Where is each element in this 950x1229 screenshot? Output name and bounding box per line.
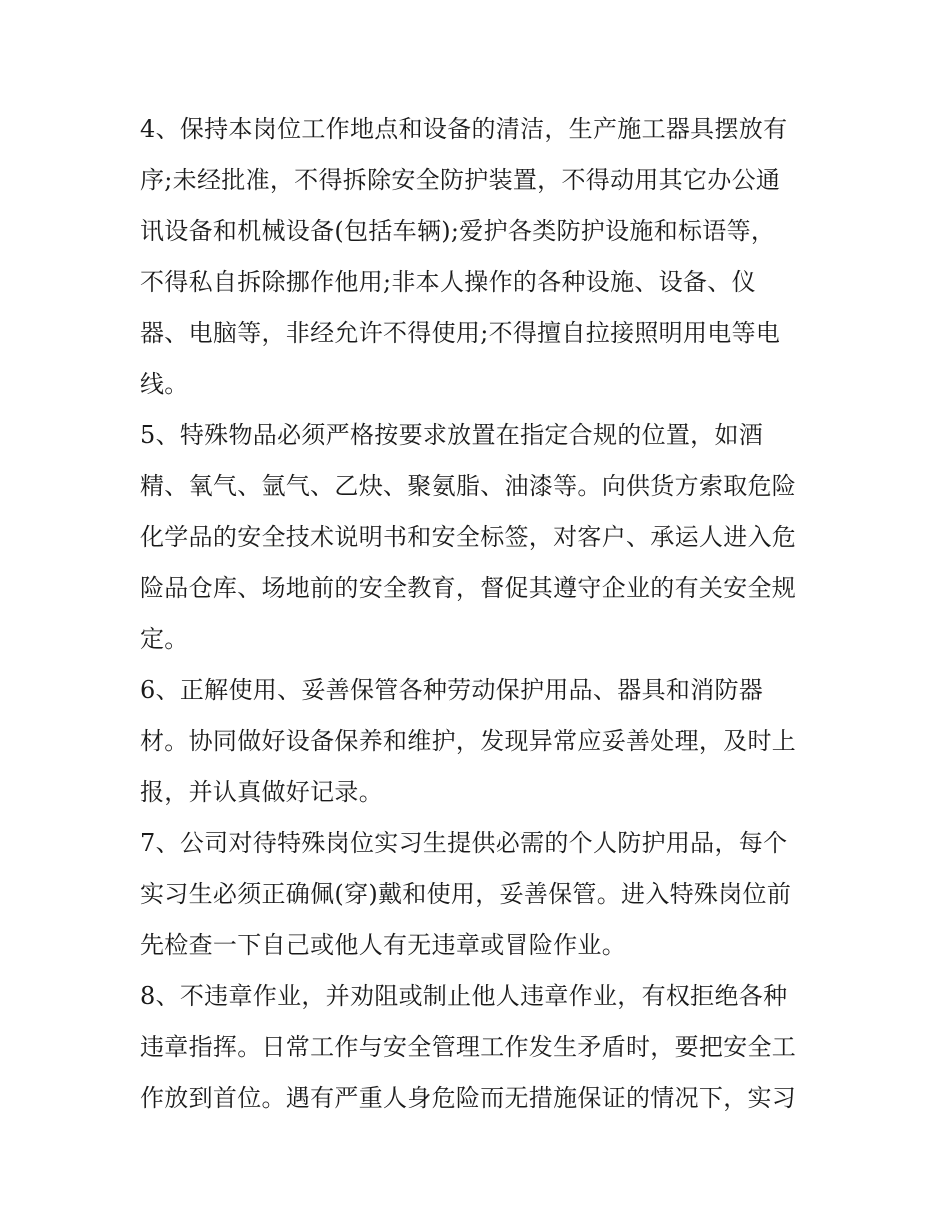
text-line: 4、保持本岗位工作地点和设备的清洁，生产施工器具摆放有 [140, 115, 788, 143]
text-line: 线。 [140, 370, 189, 398]
text-line: 器、电脑等，非经允许不得使用;不得擅自拉接照明用电等电 [140, 319, 781, 347]
text-line: 5、特殊物品必须严格按要求放置在指定合规的位置，如酒 [140, 421, 764, 449]
text-line: 序;未经批准，不得拆除安全防护装置，不得动用其它办公通 [140, 166, 781, 194]
text-line: 7、公司对待特殊岗位实习生提供必需的个人防护用品，每个 [140, 829, 788, 857]
text-line: 先检查一下自己或他人有无违章或冒险作业。 [140, 931, 626, 959]
text-line: 险品仓库、场地前的安全教育，督促其遵守企业的有关安全规 [140, 574, 797, 602]
text-line: 报，并认真做好记录。 [140, 778, 383, 806]
text-line: 定。 [140, 625, 189, 653]
document-body [140, 104, 820, 1124]
text-line: 实习生必须正确佩(穿)戴和使用，妥善保管。进入特殊岗位前 [140, 880, 792, 908]
text-line: 不得私自拆除挪作他用;非本人操作的各种设施、设备、仪 [140, 268, 756, 296]
text-line: 作放到首位。遇有严重人身危险而无措施保证的情况下，实习 [140, 1084, 797, 1112]
text-line: 材。协同做好设备保养和维护，发现异常应妥善处理，及时上 [140, 727, 797, 755]
text-line: 违章指挥。日常工作与安全管理工作发生矛盾时，要把安全工 [140, 1033, 797, 1061]
text-line: 讯设备和机械设备(包括车辆);爱护各类防护设施和标语等， [140, 217, 776, 245]
text-line: 化学品的安全技术说明书和安全标签，对客户、承运人进入危 [140, 523, 797, 551]
text-line: 8、不违章作业，并劝阻或制止他人违章作业，有权拒绝各种 [140, 982, 788, 1010]
text-line: 精、氧气、氩气、乙炔、聚氨脂、油漆等。向供货方索取危险 [140, 472, 797, 500]
text-line: 6、正解使用、妥善保管各种劳动保护用品、器具和消防器 [140, 676, 764, 704]
